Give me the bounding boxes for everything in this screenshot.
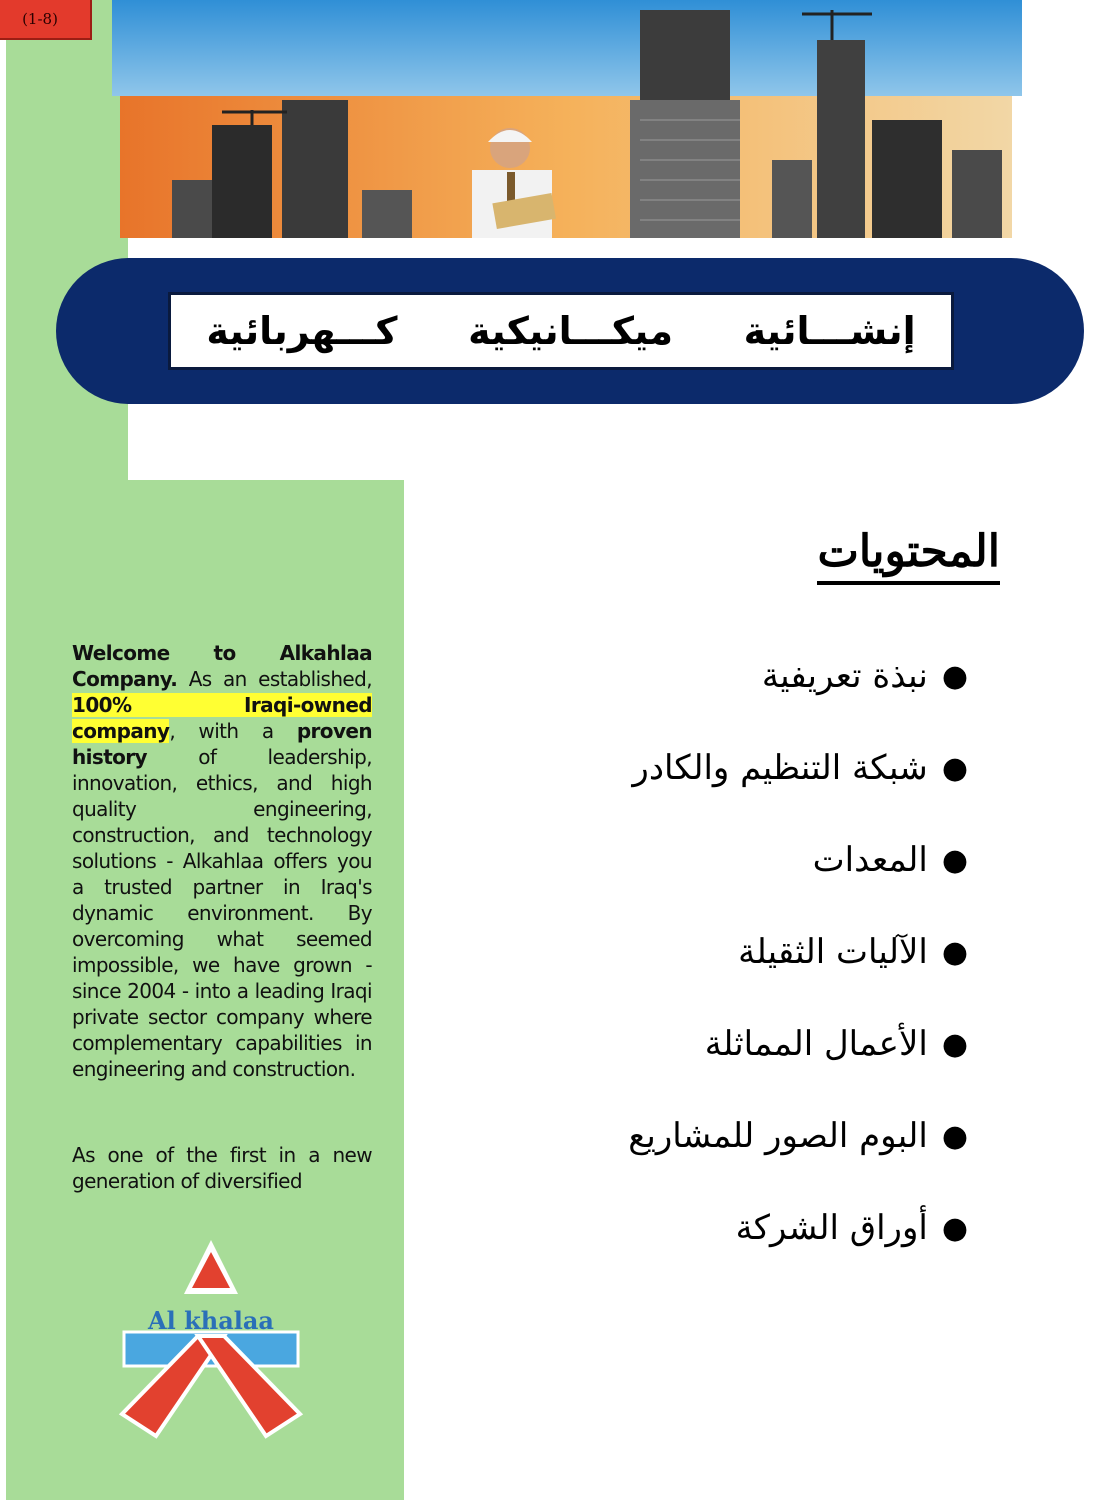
page-number-tag: (1-8) bbox=[0, 0, 92, 40]
list-item bbox=[448, 1090, 968, 1182]
intro-text: of leadership, innovation, ethics, and high quality engineering, construction, and technology solutions - Alkahlaa offers you a trusted partner in Iraq's dynamic environment. By overcoming what seemed impossible, we have grown - since 2004 - into a leading Iraqi private sector company where complementary capabilities in engineering and construction. bbox=[72, 745, 372, 1081]
list-item bbox=[448, 630, 968, 722]
service-keyword: إنشـــائية bbox=[743, 309, 916, 353]
list-item bbox=[448, 998, 968, 1090]
bullet-icon: ● bbox=[941, 934, 968, 970]
list-item-label: الآليات الثقيلة bbox=[738, 932, 928, 972]
intro-paragraph-2: As one of the first in a new generation of diversified bbox=[72, 1143, 372, 1193]
intro-text: , with a bbox=[169, 719, 297, 743]
list-item-label: أوراق الشركة bbox=[735, 1208, 928, 1248]
list-item bbox=[448, 722, 968, 814]
bullet-icon: ● bbox=[941, 750, 968, 786]
bullet-icon: ● bbox=[941, 1210, 968, 1246]
list-item-label: المعدات bbox=[812, 840, 928, 880]
contents-heading: المحتويات bbox=[817, 524, 1000, 585]
intro-bold-text: Welcome to Alkahlaa Company. bbox=[72, 641, 372, 691]
list-item-label: نبذة تعريفية bbox=[761, 656, 928, 696]
company-logo bbox=[118, 1236, 304, 1452]
logo-wordmark: Al khalaa bbox=[148, 1306, 274, 1335]
list-item-label: الأعمال المماثلة bbox=[704, 1024, 928, 1064]
intro-text: As an established, bbox=[177, 667, 372, 691]
service-keyword: كـــهربائية bbox=[206, 309, 398, 353]
bullet-icon: ● bbox=[941, 842, 968, 878]
intro-paragraph bbox=[72, 640, 372, 1082]
list-item bbox=[448, 906, 968, 998]
bullet-icon: ● bbox=[941, 1118, 968, 1154]
bullet-icon: ● bbox=[941, 1026, 968, 1062]
list-item bbox=[448, 814, 968, 906]
contents-list bbox=[448, 630, 968, 1274]
bullet-icon: ● bbox=[941, 658, 968, 694]
highlighted-text: 100% Iraqi-owned company bbox=[72, 693, 372, 743]
services-banner bbox=[168, 292, 954, 370]
list-item bbox=[448, 1182, 968, 1274]
green-side-panel-top bbox=[6, 0, 128, 480]
list-item-label: البوم الصور للمشاريع bbox=[628, 1116, 928, 1156]
list-item-label: شبكة التنظيم والكادر bbox=[632, 748, 928, 788]
service-keyword: ميكـــانيكية bbox=[468, 309, 673, 353]
construction-banner-image bbox=[112, 0, 1022, 240]
intro-bold-text: proven history bbox=[72, 719, 372, 769]
